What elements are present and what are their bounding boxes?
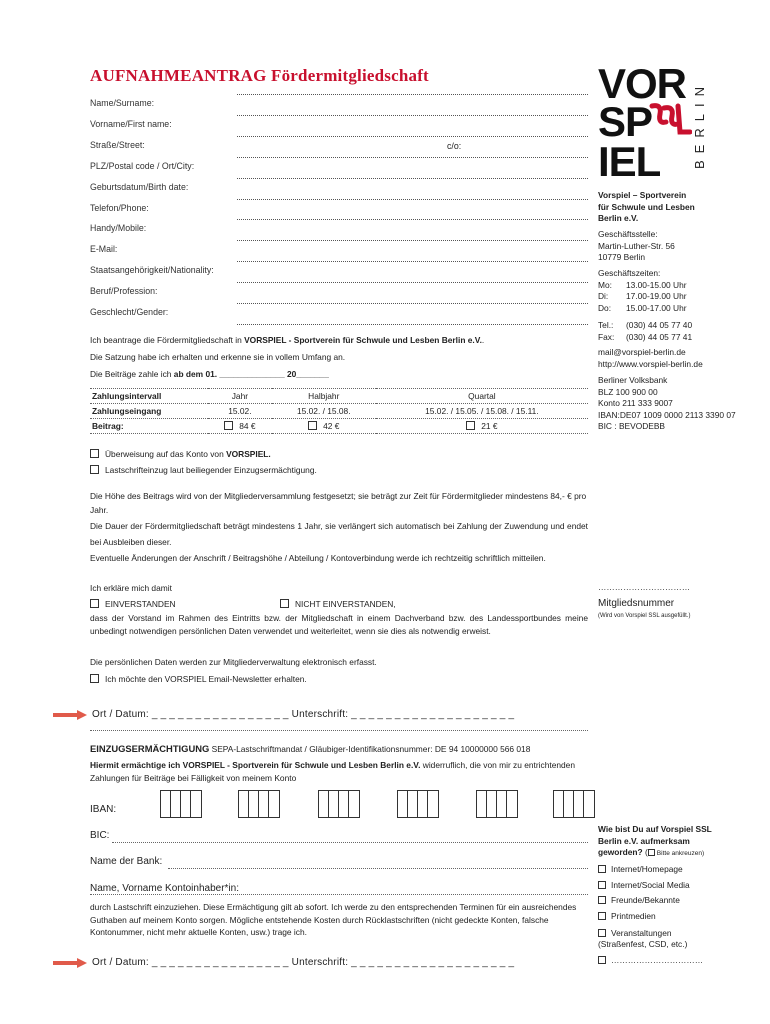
statement-text: Ich beantrage die Fördermitgliedschaft in <box>90 335 245 345</box>
survey-title-line: geworden? ( Bitte ankreuzen) <box>598 847 705 857</box>
iban-group[interactable] <box>238 790 280 818</box>
survey-option[interactable] <box>598 878 703 894</box>
org-line: für Schwule und Lesben <box>598 201 695 212</box>
iban-cell[interactable] <box>161 791 171 817</box>
co-label: c/o: <box>447 141 462 151</box>
iban-cell[interactable] <box>418 791 428 817</box>
start-date-field[interactable]: ab dem 01. ______________ 20_______ <box>173 369 329 379</box>
data-paragraph: Die persönlichen Daten werden zur Mitgliederverwaltung elektronisch erfasst. <box>90 657 377 667</box>
arrow-right-icon <box>53 958 87 968</box>
field-input-line[interactable] <box>237 178 588 179</box>
other-field[interactable]: …………………………… <box>611 955 704 965</box>
option-label-bold: VORSPIEL. <box>226 449 271 459</box>
debit-terms: durch Lastschrift einzuziehen. Diese Ermächtigung gilt ab sofort. Ich werde zu den entsprechenden Terminen für ein ausreichendes Guthaben auf meinem Konto sorgen. Mögliche entstehende Kosten durch Rücklastschriften (nicht gedeckte Konten, falsche Kontonummer, nicht mehr aktuelle Konten, usw.) trage ich. <box>90 902 577 937</box>
account-holder-field[interactable] <box>90 894 588 895</box>
bank-line: BLZ 100 900 00 <box>598 386 658 397</box>
table-cell: 15.02. <box>208 404 272 419</box>
iban-cell[interactable] <box>191 791 201 817</box>
checkbox[interactable] <box>90 674 99 683</box>
contact-label: Fax: <box>598 331 615 342</box>
field-label: PLZ/Postal code / Ort/City: <box>90 161 195 171</box>
iban-cell[interactable] <box>507 791 517 817</box>
table-cell: 15.02. / 15.08. <box>272 404 376 419</box>
field-label: Geburtsdatum/Birth date: <box>90 182 189 192</box>
option-label: Überweisung auf das Konto von <box>105 449 227 459</box>
logo-text: SP <box>598 98 653 145</box>
bank-line: Berliner Volksbank <box>598 375 668 385</box>
iban-cell[interactable] <box>487 791 497 817</box>
iban-cell[interactable] <box>239 791 249 817</box>
iban-cell[interactable] <box>584 791 594 817</box>
section-divider <box>90 730 588 731</box>
fee-value: 84 € <box>239 421 256 431</box>
field-input-line[interactable] <box>237 157 588 158</box>
iban-cell[interactable] <box>349 791 359 817</box>
field-input-line[interactable] <box>237 324 588 325</box>
option-label: Freunde/Bekannte <box>611 895 680 905</box>
checkbox[interactable] <box>598 929 606 937</box>
checkbox[interactable] <box>598 881 606 889</box>
option-label: Ich möchte den VORSPIEL Email-Newsletter erhalten. <box>105 674 307 684</box>
option-label: Veranstaltungen <box>611 928 672 938</box>
org-line: Vorspiel – Sportverein <box>598 190 687 200</box>
consent-yes-option[interactable] <box>90 597 290 611</box>
iban-group[interactable] <box>397 790 439 818</box>
checkbox[interactable] <box>224 421 233 430</box>
org-line: Berlin e.V. <box>598 213 639 223</box>
field-label: Name/Surname: <box>90 98 155 108</box>
iban-cell[interactable] <box>497 791 507 817</box>
statute-text: Die Satzung habe ich erhalten und erkenne sie in vollem Umfang an. <box>90 352 346 362</box>
survey-hint: Bitte ankreuzen) <box>656 850 705 857</box>
option-label: Internet/Social Media <box>611 879 690 890</box>
table-cell: 15.02. / 15.05. / 15.08. / 15.11. <box>376 404 588 419</box>
bank-line: IBAN:DE07 1009 0000 2113 3390 07 <box>598 409 736 420</box>
member-number-label: Mitgliedsnummer <box>598 598 675 609</box>
fee-year-option[interactable] <box>208 419 272 434</box>
iban-cell[interactable] <box>269 791 279 817</box>
field-label: Telefon/Phone: <box>90 203 149 213</box>
fee-halfyear-option[interactable] <box>272 419 376 434</box>
org-name <box>598 190 695 225</box>
field-label: Geschlecht/Gender: <box>90 307 169 317</box>
table-cell: Quartal <box>376 389 588 404</box>
email-link[interactable]: mail@vorspiel-berlin.de <box>598 347 686 357</box>
bank-details <box>598 375 736 433</box>
contact-row <box>598 320 692 332</box>
member-number-note: (Wird von Vorspiel SSL ausgefüllt.) <box>598 613 691 619</box>
consent-no-option[interactable] <box>280 597 480 611</box>
application-statement <box>90 333 590 347</box>
iban-cell[interactable] <box>171 791 181 817</box>
hours-time: 15.00-17.00 Uhr <box>626 302 687 313</box>
checkbox[interactable] <box>90 599 99 608</box>
bank-line: BIC : BEVODEBB <box>598 421 666 431</box>
payment-table <box>90 388 588 434</box>
fee-paragraph: Die Höhe des Beitrags wird von der Mitgliederversammlung festgesetzt; sie beträgt zur Zeit für Fördermitglieder mindestens 84,- € pro Jahr. <box>90 491 587 515</box>
iban-group[interactable] <box>160 790 202 818</box>
contact-phone <box>598 320 692 343</box>
checkbox[interactable] <box>308 421 317 430</box>
survey-option[interactable] <box>598 953 703 969</box>
contact-row <box>598 332 692 344</box>
iban-cell[interactable] <box>574 791 584 817</box>
table-cell: Halbjahr <box>272 389 376 404</box>
signature-line[interactable]: Ort / Datum: _ _ _ _ _ _ _ _ _ _ _ _ _ _ _ _ Unterschrift: _ _ _ _ _ _ _ _ _ _ _ _ _ _ _ _ _ _ _ <box>92 957 515 968</box>
survey-title-line: Wie bist Du auf Vorspiel SSL <box>598 824 712 834</box>
start-date[interactable] <box>90 367 590 381</box>
field-label: Straße/Street: <box>90 140 145 150</box>
iban-cell[interactable] <box>249 791 259 817</box>
checkbox[interactable] <box>90 449 99 458</box>
office-line: 10779 Berlin <box>598 252 646 262</box>
table-cell: Beitrag: <box>90 419 208 434</box>
logo-text: VOR <box>598 60 687 107</box>
field-input-line[interactable] <box>237 94 588 95</box>
statement-end: . <box>481 335 485 345</box>
office-line: Geschäftsstelle: <box>598 229 658 239</box>
field-input-line[interactable] <box>237 136 588 137</box>
account-holder-label: Name, Vorname Kontoinhaber*in: <box>90 883 239 894</box>
ssl-logo-icon <box>648 102 692 142</box>
iban-cell[interactable] <box>398 791 408 817</box>
field-input-line[interactable] <box>237 240 588 241</box>
field-label: Vorname/First name: <box>90 119 172 129</box>
survey-option[interactable] <box>598 909 703 925</box>
checkbox[interactable] <box>90 465 99 474</box>
office-hours <box>598 268 687 314</box>
logo-text: IEL <box>598 138 661 185</box>
web-contact <box>598 347 703 370</box>
bic-label: BIC: <box>90 830 110 841</box>
field-input-line[interactable] <box>237 199 588 200</box>
hours-row <box>598 280 687 292</box>
authorization-text: widerruflich, die von mir zu entrichtenden Zahlungen für Beiträge bei Fälligkeit von meinem Konto <box>90 760 575 783</box>
fee-quarter-option[interactable] <box>376 419 588 434</box>
iban-cell[interactable] <box>329 791 339 817</box>
iban-group[interactable] <box>553 790 595 818</box>
option-label: (Straßenfest, CSD, etc.) <box>598 939 688 949</box>
field-input-line[interactable] <box>237 115 588 116</box>
office-address <box>598 229 675 264</box>
checkbox[interactable] <box>280 599 289 608</box>
sepa-title: EINZUGSERMÄCHTIGUNG <box>90 743 210 754</box>
member-number-field[interactable]: …………………………… <box>598 582 691 592</box>
survey-options <box>598 862 703 969</box>
iban-cell[interactable] <box>181 791 191 817</box>
contact-value: (030) 44 05 77 40 <box>626 320 693 330</box>
bic-field[interactable] <box>112 842 588 843</box>
office-line: Martin-Luther-Str. 56 <box>598 240 675 251</box>
iban-group[interactable] <box>476 790 518 818</box>
table-row <box>90 404 588 419</box>
option-label: EINVERSTANDEN <box>105 599 176 609</box>
creditor-id: SEPA-Lastschriftmandat / Gläubiger-Identifikationsnummer: DE 94 10000000 566 018 <box>209 744 531 754</box>
transfer-option[interactable] <box>90 447 590 461</box>
changes-paragraph: Eventuelle Änderungen der Anschrift / Beitragshöhe / Abteilung / Kontoverbindung werde ich rechtzeitig schriftlich mitteilen. <box>90 553 546 563</box>
field-label: Staatsangehörigkeit/Nationality: <box>90 265 214 275</box>
iban-cell[interactable] <box>259 791 269 817</box>
hours-row <box>598 291 687 303</box>
checkbox[interactable] <box>598 912 606 920</box>
hours-day: Di: <box>598 291 609 301</box>
iban-group[interactable] <box>318 790 360 818</box>
contact-label: Tel.: <box>598 320 614 330</box>
iban-cell[interactable] <box>477 791 487 817</box>
start-date-label: Die Beiträge zahle ich <box>90 369 174 379</box>
hours-time: 17.00-19.00 Uhr <box>626 291 687 301</box>
bank-line: Konto 211 333 9007 <box>598 398 673 408</box>
checkbox[interactable] <box>598 865 606 873</box>
form-title: AUFNAHMEANTRAG Fördermitgliedschaft <box>90 66 429 85</box>
logo-berlin: BERLIN <box>692 80 707 170</box>
checkbox[interactable] <box>466 421 475 430</box>
arrow-right-icon <box>53 710 87 720</box>
survey-option[interactable] <box>598 893 703 909</box>
survey-question: geworden? <box>598 847 643 857</box>
survey-title-line: Berlin e.V. aufmerksam <box>598 835 690 846</box>
iban-cell[interactable] <box>339 791 349 817</box>
consent-intro: Ich erkläre mich damit <box>90 583 172 593</box>
option-label: Internet/Homepage <box>611 864 683 874</box>
survey-option[interactable] <box>598 928 703 950</box>
board-paragraph: dass der Vorstand im Rahmen des Eintritts bzw. der Mitgliedschaft in einem Dachverband bzw. des Landessportbundes meine unbedingt notwendigen persönlichen Daten verwendet und weiterleitet, wenn sie dies als notwendig erweist. <box>90 613 588 636</box>
iban-cell[interactable] <box>319 791 329 817</box>
table-cell: Zahlungsintervall <box>90 389 208 404</box>
newsletter-option[interactable] <box>90 672 590 686</box>
hours-day: Mo: <box>598 279 612 290</box>
signature-line[interactable]: Ort / Datum: _ _ _ _ _ _ _ _ _ _ _ _ _ _ _ _ Unterschrift: _ _ _ _ _ _ _ _ _ _ _ _ _ _ _ _ _ _ _ <box>92 709 515 720</box>
direct-debit-option[interactable] <box>90 463 590 477</box>
survey-option[interactable] <box>598 862 703 878</box>
checkbox[interactable] <box>598 956 606 964</box>
option-label: Lastschrifteinzug laut beiliegender Einzugsermächtigung. <box>105 465 317 475</box>
fee-value: 42 € <box>323 421 340 431</box>
field-label: E-Mail: <box>90 244 118 254</box>
iban-label: IBAN: <box>90 804 117 815</box>
duration-paragraph: Die Dauer der Fördermitgliedschaft beträgt mindestens 1 Jahr, sie verlängert sich automatisch bei Zahlung der Zuwendung und endet bei Ausbleiben dieser. <box>90 521 588 547</box>
club-name: VORSPIEL - Sportverein für Schwule und Lesben Berlin e.V. <box>244 335 482 345</box>
contact-value: (030) 44 05 77 41 <box>626 331 693 342</box>
table-row <box>90 389 588 404</box>
table-cell: Jahr <box>208 389 272 404</box>
fee-value: 21 € <box>481 421 498 431</box>
hours-row <box>598 303 687 315</box>
checkbox[interactable] <box>598 896 606 904</box>
checkbox-icon <box>648 849 655 856</box>
hours-time: 13.00-15.00 Uhr <box>626 279 687 290</box>
bank-field[interactable] <box>168 868 588 869</box>
website-link[interactable]: http://www.vorspiel-berlin.de <box>598 358 703 369</box>
option-label: NICHT EINVERSTANDEN, <box>295 599 396 609</box>
field-input-line[interactable] <box>237 261 588 262</box>
field-label: Beruf/Profession: <box>90 286 158 296</box>
iban-cell[interactable] <box>554 791 564 817</box>
hours-title: Geschäftszeiten: <box>598 268 661 278</box>
hours-day: Do: <box>598 302 612 313</box>
table-cell: Zahlungseingang <box>90 404 208 419</box>
survey-title <box>598 824 712 860</box>
field-label: Handy/Mobile: <box>90 223 147 233</box>
field-input-line[interactable] <box>237 303 588 304</box>
iban-cell[interactable] <box>564 791 574 817</box>
authorization-bold: Hiermit ermächtige ich VORSPIEL - Sportverein für Schwule und Lesben Berlin e.V. <box>90 760 421 770</box>
field-input-line[interactable] <box>237 282 588 283</box>
iban-cell[interactable] <box>428 791 438 817</box>
sepa-authorization <box>90 759 588 785</box>
bank-label: Name der Bank: <box>90 856 163 867</box>
option-label: Printmedien <box>611 910 656 921</box>
sepa-heading <box>90 742 610 756</box>
field-input-line[interactable] <box>237 219 588 220</box>
iban-cell[interactable] <box>408 791 418 817</box>
table-row <box>90 419 588 434</box>
